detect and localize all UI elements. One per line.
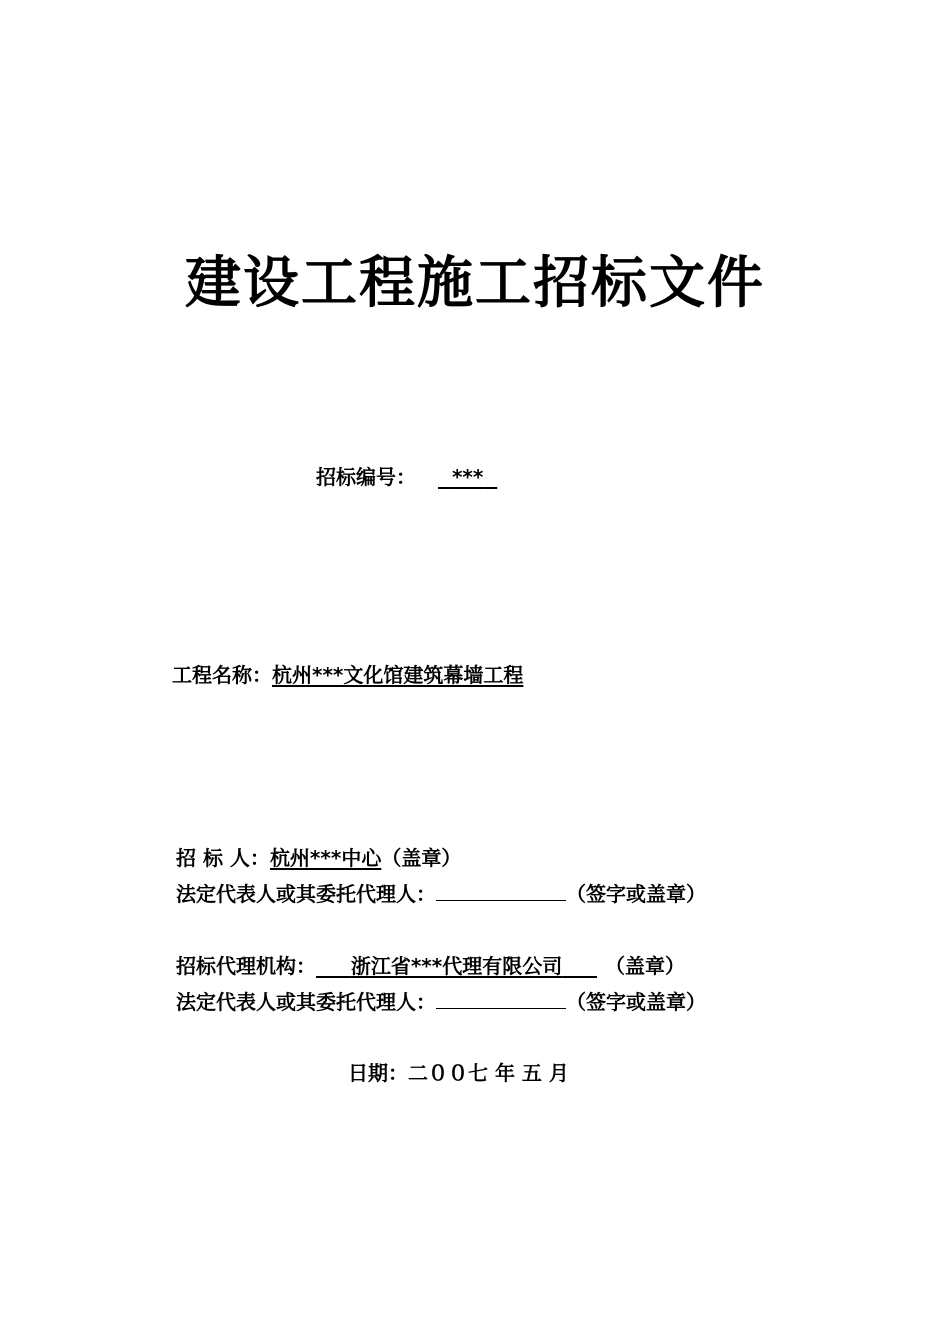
- legal-rep-label-1: 法定代表人或其委托代理人：: [176, 882, 436, 906]
- document-title: 建设工程施工招标文件: [185, 251, 765, 316]
- tenderer-row: [176, 844, 461, 872]
- project-name-label: 工程名称：: [172, 663, 272, 687]
- signature-blank-1: [436, 880, 566, 901]
- date-label: 日期：: [348, 1061, 408, 1085]
- tender-number-label: 招标编号：: [316, 465, 416, 489]
- tenderer-seal-note: （盖章）: [381, 846, 462, 870]
- legal-rep-row-2: [176, 988, 706, 1016]
- legal-rep-label-2: 法定代表人或其委托代理人：: [176, 990, 436, 1014]
- date-row: [348, 1059, 569, 1087]
- tenderer-value: 杭州***中心: [269, 846, 382, 870]
- project-name-row: [172, 661, 523, 689]
- agency-seal-note: （盖章）: [605, 954, 686, 978]
- agency-row: [176, 952, 685, 980]
- signature-blank-2: [436, 988, 566, 1009]
- tenderer-label: 招 标 人：: [176, 846, 270, 870]
- legal-rep-note-2: （签字或盖章）: [566, 990, 706, 1014]
- tender-number-row: [316, 463, 497, 491]
- agency-label: 招标代理机构：: [176, 954, 316, 978]
- tender-number-value: ***: [451, 465, 484, 489]
- agency-value: 浙江省***代理有限公司: [350, 954, 563, 978]
- date-value: 二００七 年 五 月: [408, 1061, 569, 1085]
- project-name-value: 杭州***文化馆建筑幕墙工程: [272, 663, 524, 687]
- legal-rep-row-1: [176, 880, 706, 908]
- legal-rep-note-1: （签字或盖章）: [566, 882, 706, 906]
